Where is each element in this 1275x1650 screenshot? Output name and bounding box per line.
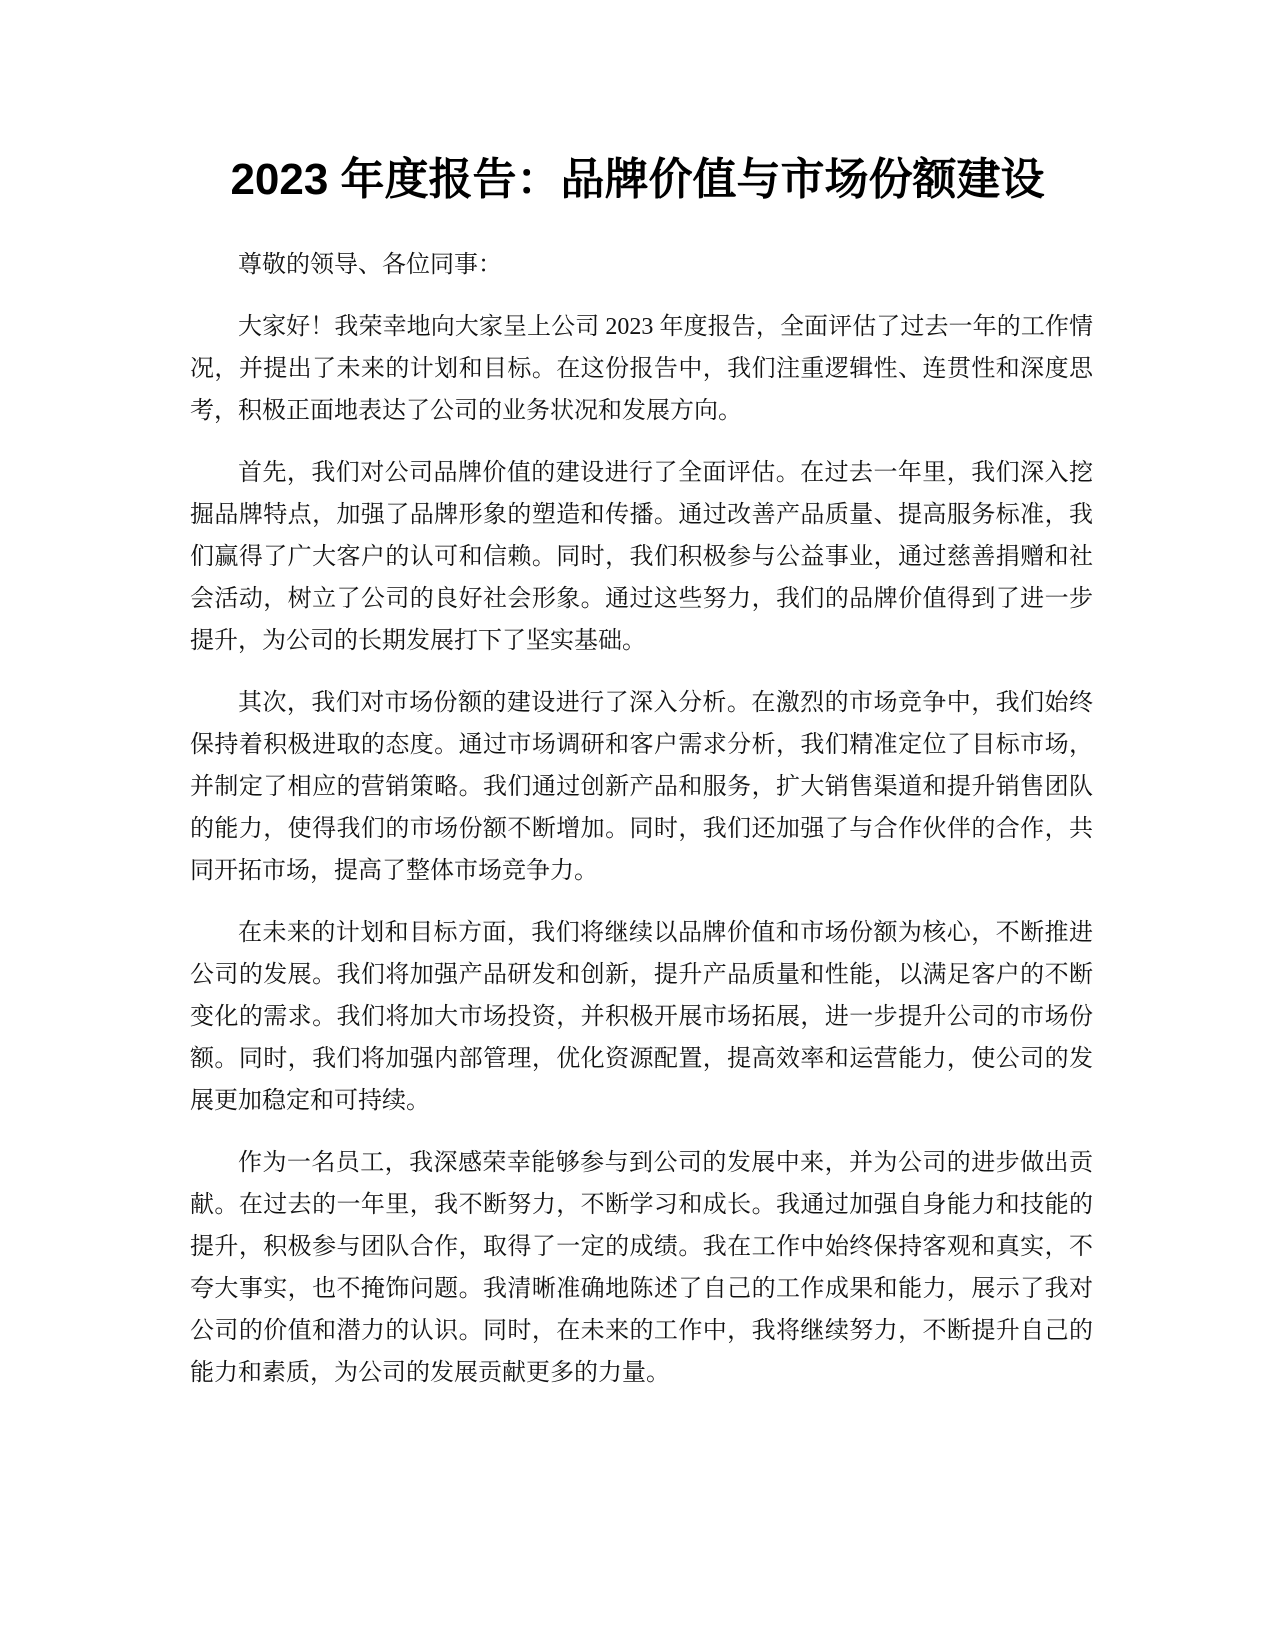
document-body xyxy=(190,244,1093,1414)
paragraph-intro: 大家好！我荣幸地向大家呈上公司 2023 年度报告，全面评估了过去一年的工作情况，并提出了未来的计划和目标。在这份报告中，我们注重逻辑性、连贯性和深度思考，积极正面地表达了公司的业务状况和发展方向。 xyxy=(190,314,1093,424)
paragraph-future-plans: 在未来的计划和目标方面，我们将继续以品牌价值和市场份额为核心，不断推进公司的发展。我们将加强产品研发和创新，提升产品质量和性能，以满足客户的不断变化的需求。我们将加大市场投资，并积极开展市场拓展，进一步提升公司的市场份额。同时，我们将加强内部管理，优化资源配置，提高效率和运营能力，使公司的发展更加稳定和可持续。 xyxy=(190,920,1093,1114)
paragraph-market-share: 其次，我们对市场份额的建设进行了深入分析。在激烈的市场竞争中，我们始终保持着积极进取的态度。通过市场调研和客户需求分析，我们精准定位了目标市场，并制定了相应的营销策略。我们通过创新产品和服务，扩大销售渠道和提升销售团队的能力，使得我们的市场份额不断增加。同时，我们还加强了与合作伙伴的合作，共同开拓市场，提高了整体市场竞争力。 xyxy=(190,690,1093,884)
document-title: 2023 年度报告：品牌价值与市场份额建设 xyxy=(230,155,1045,204)
paragraph-personal-reflection: 作为一名员工，我深感荣幸能够参与到公司的发展中来，并为公司的进步做出贡献。在过去的一年里，我不断努力，不断学习和成长。我通过加强自身能力和技能的提升，积极参与团队合作，取得了一定的成绩。我在工作中始终保持客观和真实，不夸大事实，也不掩饰问题。我清晰准确地陈述了自己的工作成果和能力，展示了我对公司的价值和潜力的认识。同时，在未来的工作中，我将继续努力，不断提升自己的能力和素质，为公司的发展贡献更多的力量。 xyxy=(190,1150,1093,1386)
salutation: 尊敬的领导、各位同事： xyxy=(238,252,502,278)
paragraph-brand-value: 首先，我们对公司品牌价值的建设进行了全面评估。在过去一年里，我们深入挖掘品牌特点，加强了品牌形象的塑造和传播。通过改善产品质量、提高服务标准，我们赢得了广大客户的认可和信赖。同时，我们积极参与公益事业，通过慈善捐赠和社会活动，树立了公司的良好社会形象。通过这些努力，我们的品牌价值得到了进一步提升，为公司的长期发展打下了坚实基础。 xyxy=(190,460,1093,654)
